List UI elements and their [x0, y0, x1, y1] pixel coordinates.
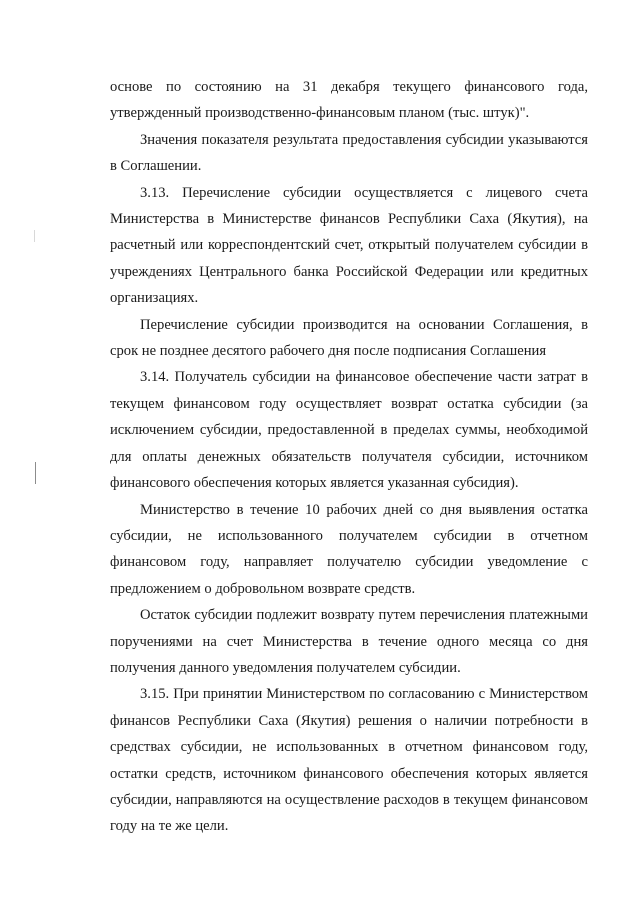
- paragraph-3-13: 3.13. Перечисление субсидии осуществляется с лицевого счета Министерства в Министерстве финансов Республики Саха (Якутия), на расчетный или корреспондентский счет, открытый получателем субсидии в учреждениях Центрального банка Российской Федерации или кредитных организациях.: [110, 184, 588, 307]
- paragraph-result-indicator: Значения показателя результата предоставления субсидии указываются в Соглашении.: [110, 131, 588, 175]
- paragraph-continuation: основе по состоянию на 31 декабря текущего финансового года, утвержденный производственно-финансовым планом (тыс. штук)".: [110, 79, 588, 122]
- scan-artifact-mark: [35, 462, 36, 484]
- scan-artifact-mark: [34, 230, 35, 242]
- paragraph-ministry-notice: Министерство в течение 10 рабочих дней со дня выявления остатка субсидии, не использованного получателем субсидии в отчетном финансовом году, направляет получателю субсидии уведомление с предложением о добровольном возврате средств.: [110, 501, 588, 597]
- paragraph-transfer-terms: Перечисление субсидии производится на основании Соглашения, в срок не позднее десятого рабочего дня после подписания Соглашения: [110, 316, 588, 360]
- paragraph-3-15: 3.15. При принятии Министерством по согласованию с Министерством финансов Республики Саха (Якутия) решения о наличии потребности в средствах субсидии, не использованных в отчетном финансовом году, остатки средств, источником финансового обеспечения которых является субсидии, направляются на осуществление расходов в текущем финансовом году на те же цели.: [110, 686, 588, 835]
- paragraph-refund: Остаток субсидии подлежит возврату путем перечисления платежными поручениями на счет Министерства в течение одного месяца со дня получения данного уведомления получателем субсидии.: [110, 607, 588, 676]
- document-body: [110, 74, 588, 840]
- paragraph-3-14: 3.14. Получатель субсидии на финансовое обеспечение части затрат в текущем финансовом году осуществляет возврат остатка субсидии (за исключением субсидии, предоставленной в пределах суммы, необходимой для оплаты денежных обязательств получателя субсидии, источником финансового обеспечения которых является указанная субсидия).: [110, 369, 588, 492]
